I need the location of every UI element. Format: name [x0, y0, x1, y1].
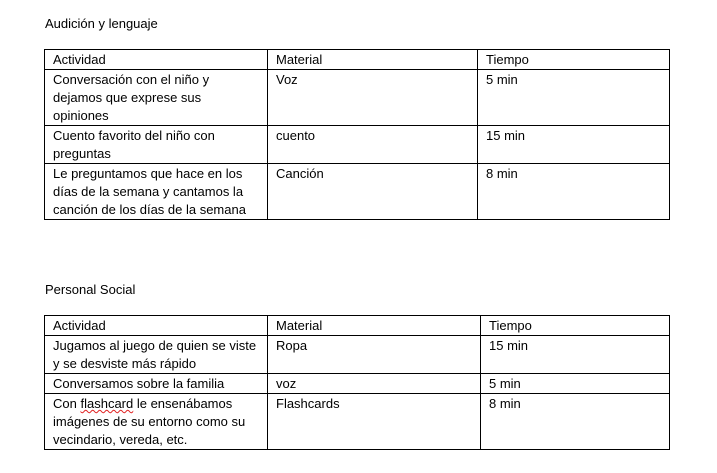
- cell-material: Flashcards: [268, 394, 481, 450]
- cell-tiempo: 15 min: [481, 336, 670, 374]
- section-title-audicion: Audición y lenguaje: [45, 16, 158, 31]
- cell-tiempo: 15 min: [478, 126, 670, 164]
- cell-material: voz: [268, 374, 481, 394]
- cell-actividad: [45, 394, 268, 450]
- table-row: [45, 70, 670, 126]
- cell-actividad-prefix: Con: [53, 396, 77, 411]
- table-header-row: [45, 316, 670, 336]
- cell-actividad: Conversación con el niño y dejamos que exprese sus opiniones: [45, 70, 268, 126]
- cell-actividad-rest: le ensenábamos imágenes de su entorno como su vecindario, vereda, etc.: [53, 396, 246, 447]
- table-row: [45, 164, 670, 220]
- cell-tiempo: 5 min: [478, 70, 670, 126]
- cell-material: cuento: [268, 126, 478, 164]
- cell-actividad: Conversamos sobre la familia: [45, 374, 268, 394]
- header-actividad: Actividad: [45, 50, 268, 70]
- cell-material: Canción: [268, 164, 478, 220]
- header-material: Material: [268, 50, 478, 70]
- cell-material: Voz: [268, 70, 478, 126]
- cell-actividad: Jugamos al juego de quien se viste y se desviste más rápido: [45, 336, 268, 374]
- cell-tiempo: 8 min: [481, 394, 670, 450]
- cell-actividad: Le preguntamos que hace en los días de la semana y cantamos la canción de los días de la semana: [45, 164, 268, 220]
- header-tiempo: Tiempo: [478, 50, 670, 70]
- table-header-row: [45, 50, 670, 70]
- table-audicion-lenguaje: [44, 49, 670, 220]
- table-personal-social: [44, 315, 670, 450]
- cell-tiempo: 8 min: [478, 164, 670, 220]
- header-tiempo: Tiempo: [481, 316, 670, 336]
- table-row: [45, 394, 670, 450]
- table-row: [45, 126, 670, 164]
- table-row: [45, 374, 670, 394]
- cell-tiempo: 5 min: [481, 374, 670, 394]
- section-title-personal-social: Personal Social: [45, 282, 136, 297]
- table-row: [45, 336, 670, 374]
- header-material: Material: [268, 316, 481, 336]
- cell-material: Ropa: [268, 336, 481, 374]
- header-actividad: Actividad: [45, 316, 268, 336]
- cell-actividad: Cuento favorito del niño con preguntas: [45, 126, 268, 164]
- misspelled-word: flashcard: [80, 396, 134, 411]
